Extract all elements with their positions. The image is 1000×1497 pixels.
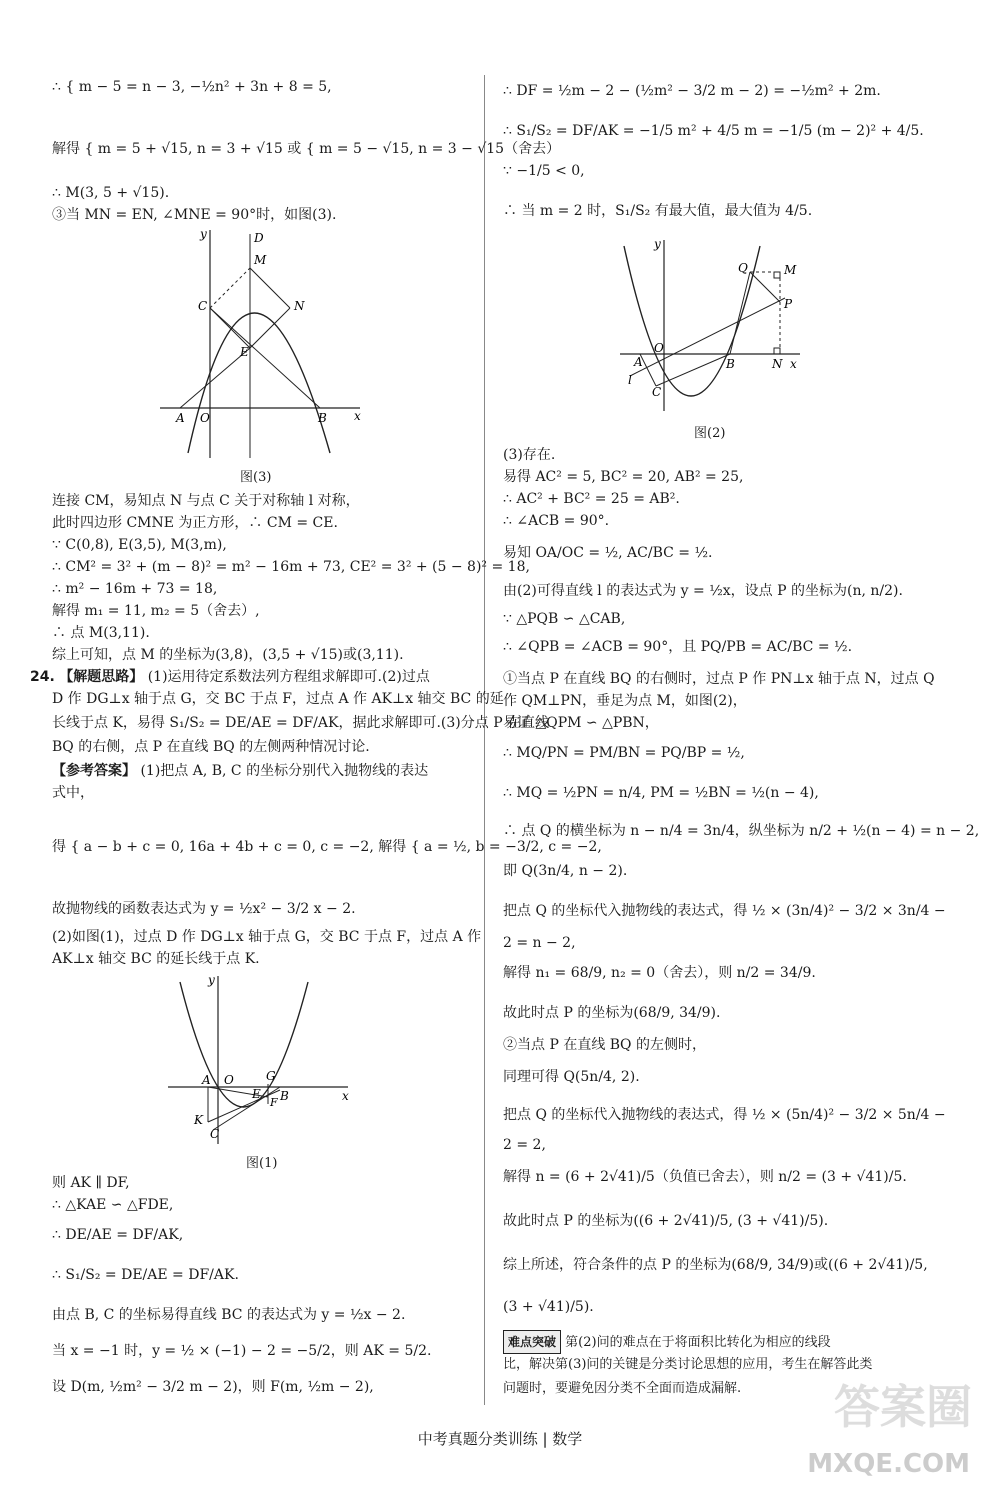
fig-label: N: [294, 299, 305, 313]
fig-label: P: [784, 297, 793, 311]
idea-tag: 【解题思路】: [59, 669, 144, 685]
text-line: 解得 n₁ = 68/9, n₂ = 0（舍去），则 n/2 = 34/9.: [503, 965, 816, 981]
fig-label: E: [252, 1087, 261, 1101]
text-line: 易证 △QPM ∽ △PBN，: [503, 715, 659, 731]
figure-1-parabola: [168, 972, 358, 1148]
text-line: BQ 的右侧，点 P 在直线 BQ 的左侧两种情况讨论.: [52, 739, 370, 755]
text-line: 即 Q(3n/4, n − 2).: [503, 863, 628, 879]
text-line: 连接 CM，易知点 N 与点 C 关于对称轴 l 对称，: [52, 493, 360, 509]
text-line: ①当点 P 在直线 BQ 的右侧时，过点 P 作 PN⊥x 轴于点 N，过点 Q: [503, 671, 935, 687]
fig-label: G: [266, 1069, 276, 1083]
fig-label: x: [342, 1089, 349, 1103]
text-line: ②当点 P 在直线 BQ 的左侧时，: [503, 1037, 706, 1053]
column-divider: [484, 75, 485, 1405]
text-line: 则 AK ∥ DF,: [52, 1175, 130, 1191]
fig-label: O: [200, 411, 210, 425]
text-line: 解得 m₁ = 11, m₂ = 5（舍去）,: [52, 603, 260, 619]
text-line: 设 D(m, ½m² − 3/2 m − 2)，则 F(m, ½m − 2),: [52, 1379, 374, 1395]
answer-line: [52, 760, 428, 782]
fig-label: y: [654, 237, 661, 251]
text-line: (1)运用待定系数法列方程组求解即可.(2)过点: [147, 669, 430, 685]
text-line: 综上所述，符合条件的点 P 的坐标为(68/9, 34/9)或((6 + 2√41)/5,: [503, 1257, 928, 1273]
hard-point-tag: 难点突破: [503, 1330, 561, 1354]
hard-point-text: 第(2)问的难点在于将面积比转化为相应的线段: [565, 1335, 831, 1350]
text-line: ∴ S₁/S₂ = DF/AK = −1/5 m² + 4/5 m = −1/5 (m − 2)² + 4/5.: [503, 123, 924, 139]
text-line: 故抛物线的函数表达式为 y = ½x² − 3/2 x − 2.: [52, 901, 356, 917]
text-line: ∴ 当 m = 2 时，S₁/S₂ 有最大值，最大值为 4/5.: [503, 203, 813, 219]
fig-label: N: [772, 357, 783, 371]
fig-label: A: [176, 411, 185, 425]
text-line: ∴ MQ/PN = PM/BN = PQ/BP = ½,: [503, 745, 745, 761]
text-line: (1)把点 A, B, C 的坐标分别代入抛物线的表达: [140, 763, 429, 779]
fig-label: B: [726, 357, 735, 371]
text-line: ∴ MQ = ½PN = n/4, PM = ½BN = ½(n − 4),: [503, 785, 819, 801]
fig-label: E: [240, 345, 249, 359]
text-line: (3 + √41)/5).: [503, 1299, 594, 1315]
text-line: 把点 Q 的坐标代入抛物线的表达式，得 ½ × (5n/4)² − 3/2 × 5n/4 −: [503, 1107, 946, 1123]
figure-1-caption: 图(1): [246, 1156, 278, 1171]
fig-label: x: [790, 357, 797, 371]
text-line: 此时四边形 CMNE 为正方形，∴ CM = CE.: [52, 515, 338, 531]
figure-3-caption: 图(3): [240, 470, 272, 485]
fig-label: O: [654, 341, 664, 355]
text-line: 由(2)可得直线 l 的表达式为 y = ½x，设点 P 的坐标为(n, n/2).: [503, 583, 903, 599]
text-line: 长线于点 K，易得 S₁/S₂ = DE/AE = DF/AK，据此求解即可.(3)分点 P 在直线: [52, 715, 550, 731]
figure-2-caption: 图(2): [694, 426, 726, 441]
fig-label: D: [254, 231, 264, 245]
text-line: ∴ △KAE ∽ △FDE,: [52, 1197, 174, 1213]
question-number: 24.: [30, 669, 55, 685]
hard-point-note: [503, 1330, 831, 1354]
text-line: 式中，: [52, 785, 94, 801]
page-footer: 中考真题分类训练 | 数学: [417, 1430, 583, 1448]
text-line: ∴ CM² = 3² + (m − 8)² = m² − 16m + 73, CE² = 3² + (5 − 8)² = 18,: [52, 559, 530, 575]
fig-label: y: [200, 228, 207, 241]
text-line: (2)如图(1)，过点 D 作 DG⊥x 轴于点 G，交 BC 于点 F，过点 A 作: [52, 929, 482, 945]
text-line: ∴ 点 M(3,11).: [52, 625, 150, 641]
text-line: 易得 AC² = 5, BC² = 20, AB² = 25,: [503, 469, 744, 485]
text-line: 得 { a − b + c = 0, 16a + 4b + c = 0, c = −2, 解得 { a = ½, b = −3/2, c = −2,: [52, 839, 602, 855]
text-line: 作 QM⊥PN，垂足为点 M，如图(2)，: [503, 693, 747, 709]
text-line: 把点 Q 的坐标代入抛物线的表达式，得 ½ × (3n/4)² − 3/2 × 3n/4 −: [503, 903, 946, 919]
text-line: 解得 n = (6 + 2√41)/5（负值已舍去），则 n/2 = (3 + √41)/5.: [503, 1169, 907, 1185]
text-line: 解得 { m = 5 + √15, n = 3 + √15 或 { m = 5 − √15, n = 3 − √15（舍去）: [52, 141, 561, 157]
fig-label: M: [784, 263, 797, 277]
watermark: MXQE.COM: [807, 1449, 970, 1479]
text-line: (3)存在.: [503, 447, 556, 463]
text-line: 2 = n − 2,: [503, 935, 576, 951]
text-line: AK⊥x 轴交 BC 的延长线于点 K.: [52, 951, 260, 967]
fig-label: Q: [738, 261, 748, 275]
fig-label: C: [198, 299, 208, 313]
fig-label: A: [202, 1073, 211, 1087]
text-line: 易知 OA/OC = ½, AC/BC = ½.: [503, 545, 713, 561]
text-line: ∴ ∠ACB = 90°.: [503, 513, 610, 529]
question-24-idea: [30, 666, 430, 688]
fig-label: l: [628, 373, 632, 387]
fig-label: C: [652, 385, 662, 399]
watermark-logo: 答案圈: [834, 1380, 972, 1434]
figure-3-parabola: [160, 228, 370, 460]
text-line: 同理可得 Q(5n/4, 2).: [503, 1069, 640, 1085]
text-line: 2 = 2,: [503, 1137, 546, 1153]
text-line: 故此时点 P 的坐标为(68/9, 34/9).: [503, 1005, 721, 1021]
fig-label: A: [634, 355, 643, 369]
text-line: ∴ m² − 16m + 73 = 18,: [52, 581, 218, 597]
fig-label: y: [208, 973, 215, 987]
text-line: D 作 DG⊥x 轴于点 G，交 BC 于点 F，过点 A 作 AK⊥x 轴交 BC 的延: [52, 691, 504, 707]
text-line: ∴ M(3, 5 + √15).: [52, 185, 170, 201]
text-line: ∴ DE/AE = DF/AK,: [52, 1227, 184, 1243]
text-line: ∴ AC² + BC² = 25 = AB².: [503, 491, 680, 507]
fig-label: x: [354, 409, 361, 423]
text-line: ∴ { m − 5 = n − 3, −½n² + 3n + 8 = 5,: [52, 79, 332, 95]
text-line: 当 x = −1 时，y = ½ × (−1) − 2 = −5/2，则 AK = 5/2.: [52, 1343, 432, 1359]
fig-label: M: [254, 253, 267, 267]
text-line: ∵ △PQB ∽ △CAB,: [503, 611, 626, 627]
answer-tag: 【参考答案】: [52, 763, 136, 779]
fig-label: F: [270, 1096, 278, 1109]
fig-label: O: [224, 1073, 234, 1087]
text-line: 故此时点 P 的坐标为((6 + 2√41)/5, (3 + √41)/5).: [503, 1213, 829, 1229]
hard-point-text: 问题时，要避免因分类不全面而造成漏解.: [503, 1381, 742, 1396]
fig-label: B: [280, 1089, 289, 1103]
text-line: ∴ DF = ½m − 2 − (½m² − 3/2 m − 2) = −½m² + 2m.: [503, 83, 881, 99]
text-line: ∴ ∠QPB = ∠ACB = 90°，且 PQ/PB = AC/BC = ½.: [503, 639, 853, 655]
text-line: ∵ −1/5 < 0,: [503, 163, 585, 179]
text-line: ∴ 点 Q 的横坐标为 n − n/4 = 3n/4，纵坐标为 n/2 + ½(n − 4) = n − 2,: [503, 823, 980, 839]
fig-label: B: [318, 411, 327, 425]
text-line: 由点 B, C 的坐标易得直线 BC 的表达式为 y = ½x − 2.: [52, 1307, 406, 1323]
text-line: ∵ C(0,8), E(3,5), M(3,m),: [52, 537, 227, 553]
fig-label: K: [194, 1113, 203, 1127]
fig-label: C: [210, 1127, 220, 1141]
text-line: 综上可知，点 M 的坐标为(3,8)，(3,5 + √15)或(3,11).: [52, 647, 404, 663]
text-line: ∴ S₁/S₂ = DE/AE = DF/AK.: [52, 1267, 239, 1283]
text-line: ③当 MN = EN, ∠MNE = 90°时，如图(3).: [52, 207, 337, 223]
hard-point-text: 比，解决第(3)问的关键是分类讨论思想的应用，考生在解答此类: [503, 1357, 873, 1372]
figure-2-parabola: [610, 236, 810, 416]
